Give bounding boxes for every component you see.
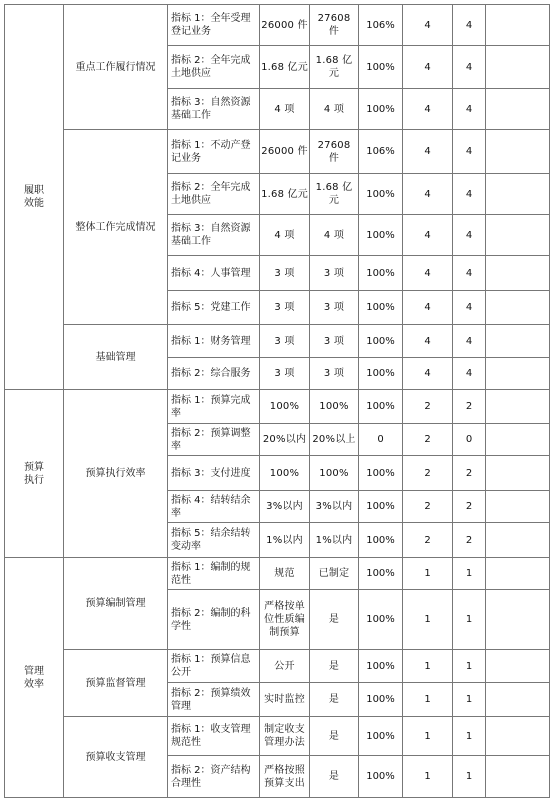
- completion-rate-cell: 100%: [359, 174, 403, 215]
- completion-rate-cell: 100%: [359, 215, 403, 256]
- actual-value-cell: 是: [310, 683, 359, 717]
- target-value-cell: 100%: [260, 390, 310, 424]
- weight-cell: 1: [403, 717, 453, 756]
- table-row: [5, 325, 550, 358]
- target-value-cell: 3 项: [260, 358, 310, 390]
- score-cell: 4: [453, 89, 486, 130]
- actual-value-cell: 1%以内: [310, 523, 359, 558]
- indicator-cell: 指标 4：人事管理: [168, 256, 260, 291]
- remark-cell: [486, 215, 550, 256]
- score-cell: 4: [453, 256, 486, 291]
- completion-rate-cell: 100%: [359, 89, 403, 130]
- indicator-cell: 指标 2：全年完成土地供应: [168, 174, 260, 215]
- table-row: [5, 390, 550, 424]
- target-value-cell: 3%以内: [260, 491, 310, 523]
- remark-cell: [486, 46, 550, 89]
- target-value-cell: 公开: [260, 650, 310, 683]
- score-cell: 1: [453, 717, 486, 756]
- weight-cell: 1: [403, 590, 453, 650]
- remark-cell: [486, 424, 550, 456]
- indicator-cell: 指标 5：结余结转变动率: [168, 523, 260, 558]
- weight-cell: 1: [403, 558, 453, 590]
- target-value-cell: 4 项: [260, 215, 310, 256]
- subcategory-cell: 预算执行效率: [64, 390, 168, 558]
- remark-cell: [486, 558, 550, 590]
- indicator-cell: 指标 1：财务管理: [168, 325, 260, 358]
- remark-cell: [486, 130, 550, 174]
- remark-cell: [486, 456, 550, 491]
- indicator-cell: 指标 1：不动产登记业务: [168, 130, 260, 174]
- completion-rate-cell: 100%: [359, 756, 403, 798]
- indicator-cell: 指标 2：资产结构合理性: [168, 756, 260, 798]
- actual-value-cell: 3 项: [310, 291, 359, 325]
- remark-cell: [486, 89, 550, 130]
- score-cell: 1: [453, 558, 486, 590]
- actual-value-cell: 是: [310, 590, 359, 650]
- target-value-cell: 3 项: [260, 256, 310, 291]
- target-value-cell: 3 项: [260, 325, 310, 358]
- actual-value-cell: 1.68 亿元: [310, 46, 359, 89]
- weight-cell: 4: [403, 174, 453, 215]
- completion-rate-cell: 100%: [359, 390, 403, 424]
- category-cell: 履职 效能: [5, 5, 64, 390]
- subcategory-cell: 预算编制管理: [64, 558, 168, 650]
- indicator-cell: 指标 1：预算信息公开: [168, 650, 260, 683]
- subcategory-cell: 预算监督管理: [64, 650, 168, 717]
- category-cell: 管理 效率: [5, 558, 64, 798]
- score-cell: 0: [453, 424, 486, 456]
- target-value-cell: 100%: [260, 456, 310, 491]
- completion-rate-cell: 106%: [359, 130, 403, 174]
- indicator-cell: 指标 2：全年完成土地供应: [168, 46, 260, 89]
- target-value-cell: 1.68 亿元: [260, 46, 310, 89]
- table-row: [5, 717, 550, 756]
- weight-cell: 2: [403, 390, 453, 424]
- score-cell: 4: [453, 358, 486, 390]
- target-value-cell: 规范: [260, 558, 310, 590]
- actual-value-cell: 3 项: [310, 358, 359, 390]
- actual-value-cell: 3 项: [310, 325, 359, 358]
- remark-cell: [486, 358, 550, 390]
- indicator-cell: 指标 3：自然资源基础工作: [168, 215, 260, 256]
- actual-value-cell: 已制定: [310, 558, 359, 590]
- remark-cell: [486, 756, 550, 798]
- category-cell: 预算 执行: [5, 390, 64, 558]
- target-value-cell: 实时监控: [260, 683, 310, 717]
- table-row: [5, 558, 550, 590]
- weight-cell: 2: [403, 491, 453, 523]
- completion-rate-cell: 100%: [359, 558, 403, 590]
- remark-cell: [486, 390, 550, 424]
- score-cell: 4: [453, 130, 486, 174]
- completion-rate-cell: 100%: [359, 46, 403, 89]
- score-cell: 4: [453, 46, 486, 89]
- remark-cell: [486, 683, 550, 717]
- subcategory-cell: 重点工作履行情况: [64, 5, 168, 130]
- actual-value-cell: 是: [310, 717, 359, 756]
- target-value-cell: 26000 件: [260, 130, 310, 174]
- indicator-cell: 指标 2：预算绩效管理: [168, 683, 260, 717]
- actual-value-cell: 1.68 亿元: [310, 174, 359, 215]
- completion-rate-cell: 106%: [359, 5, 403, 46]
- score-cell: 2: [453, 491, 486, 523]
- completion-rate-cell: 100%: [359, 291, 403, 325]
- actual-value-cell: 3%以内: [310, 491, 359, 523]
- weight-cell: 1: [403, 650, 453, 683]
- actual-value-cell: 4 项: [310, 215, 359, 256]
- target-value-cell: 严格按单位性质编制预算: [260, 590, 310, 650]
- indicator-cell: 指标 5：党建工作: [168, 291, 260, 325]
- table-row: [5, 650, 550, 683]
- completion-rate-cell: 100%: [359, 650, 403, 683]
- indicator-cell: 指标 1：预算完成率: [168, 390, 260, 424]
- target-value-cell: 制定收支管理办法: [260, 717, 310, 756]
- weight-cell: 4: [403, 291, 453, 325]
- weight-cell: 4: [403, 256, 453, 291]
- target-value-cell: 26000 件: [260, 5, 310, 46]
- remark-cell: [486, 256, 550, 291]
- score-cell: 4: [453, 5, 486, 46]
- score-cell: 4: [453, 215, 486, 256]
- weight-cell: 4: [403, 130, 453, 174]
- actual-value-cell: 100%: [310, 390, 359, 424]
- subcategory-cell: 整体工作完成情况: [64, 130, 168, 325]
- remark-cell: [486, 717, 550, 756]
- completion-rate-cell: 100%: [359, 523, 403, 558]
- completion-rate-cell: 0: [359, 424, 403, 456]
- remark-cell: [486, 5, 550, 46]
- remark-cell: [486, 174, 550, 215]
- table-row: [5, 130, 550, 174]
- performance-evaluation-table: [4, 4, 550, 798]
- completion-rate-cell: 100%: [359, 717, 403, 756]
- completion-rate-cell: 100%: [359, 325, 403, 358]
- indicator-cell: 指标 1：全年受理登记业务: [168, 5, 260, 46]
- indicator-cell: 指标 2：编制的科学性: [168, 590, 260, 650]
- completion-rate-cell: 100%: [359, 491, 403, 523]
- remark-cell: [486, 491, 550, 523]
- weight-cell: 2: [403, 456, 453, 491]
- score-cell: 4: [453, 325, 486, 358]
- subcategory-cell: 预算收支管理: [64, 717, 168, 798]
- score-cell: 1: [453, 650, 486, 683]
- actual-value-cell: 是: [310, 650, 359, 683]
- actual-value-cell: 3 项: [310, 256, 359, 291]
- target-value-cell: 1.68 亿元: [260, 174, 310, 215]
- subcategory-cell: 基础管理: [64, 325, 168, 390]
- weight-cell: 4: [403, 215, 453, 256]
- score-cell: 1: [453, 590, 486, 650]
- remark-cell: [486, 523, 550, 558]
- completion-rate-cell: 100%: [359, 456, 403, 491]
- weight-cell: 4: [403, 89, 453, 130]
- weight-cell: 1: [403, 756, 453, 798]
- actual-value-cell: 4 项: [310, 89, 359, 130]
- score-cell: 2: [453, 523, 486, 558]
- indicator-cell: 指标 4：结转结余率: [168, 491, 260, 523]
- target-value-cell: 1%以内: [260, 523, 310, 558]
- indicator-cell: 指标 3：自然资源基础工作: [168, 89, 260, 130]
- weight-cell: 4: [403, 5, 453, 46]
- actual-value-cell: 20%以上: [310, 424, 359, 456]
- remark-cell: [486, 650, 550, 683]
- weight-cell: 4: [403, 325, 453, 358]
- actual-value-cell: 27608 件: [310, 5, 359, 46]
- weight-cell: 4: [403, 358, 453, 390]
- target-value-cell: 20%以内: [260, 424, 310, 456]
- indicator-cell: 指标 3：支付进度: [168, 456, 260, 491]
- indicator-cell: 指标 2：综合服务: [168, 358, 260, 390]
- completion-rate-cell: 100%: [359, 683, 403, 717]
- actual-value-cell: 27608 件: [310, 130, 359, 174]
- completion-rate-cell: 100%: [359, 358, 403, 390]
- remark-cell: [486, 325, 550, 358]
- indicator-cell: 指标 2：预算调整率: [168, 424, 260, 456]
- completion-rate-cell: 100%: [359, 256, 403, 291]
- weight-cell: 2: [403, 424, 453, 456]
- score-cell: 1: [453, 756, 486, 798]
- table-row: [5, 5, 550, 46]
- score-cell: 4: [453, 291, 486, 325]
- target-value-cell: 4 项: [260, 89, 310, 130]
- score-cell: 2: [453, 456, 486, 491]
- indicator-cell: 指标 1：收支管理规范性: [168, 717, 260, 756]
- score-cell: 2: [453, 390, 486, 424]
- remark-cell: [486, 291, 550, 325]
- indicator-cell: 指标 1：编制的规范性: [168, 558, 260, 590]
- completion-rate-cell: 100%: [359, 590, 403, 650]
- score-cell: 4: [453, 174, 486, 215]
- weight-cell: 4: [403, 46, 453, 89]
- target-value-cell: 严格按照预算支出: [260, 756, 310, 798]
- score-cell: 1: [453, 683, 486, 717]
- weight-cell: 2: [403, 523, 453, 558]
- remark-cell: [486, 590, 550, 650]
- actual-value-cell: 是: [310, 756, 359, 798]
- target-value-cell: 3 项: [260, 291, 310, 325]
- actual-value-cell: 100%: [310, 456, 359, 491]
- weight-cell: 1: [403, 683, 453, 717]
